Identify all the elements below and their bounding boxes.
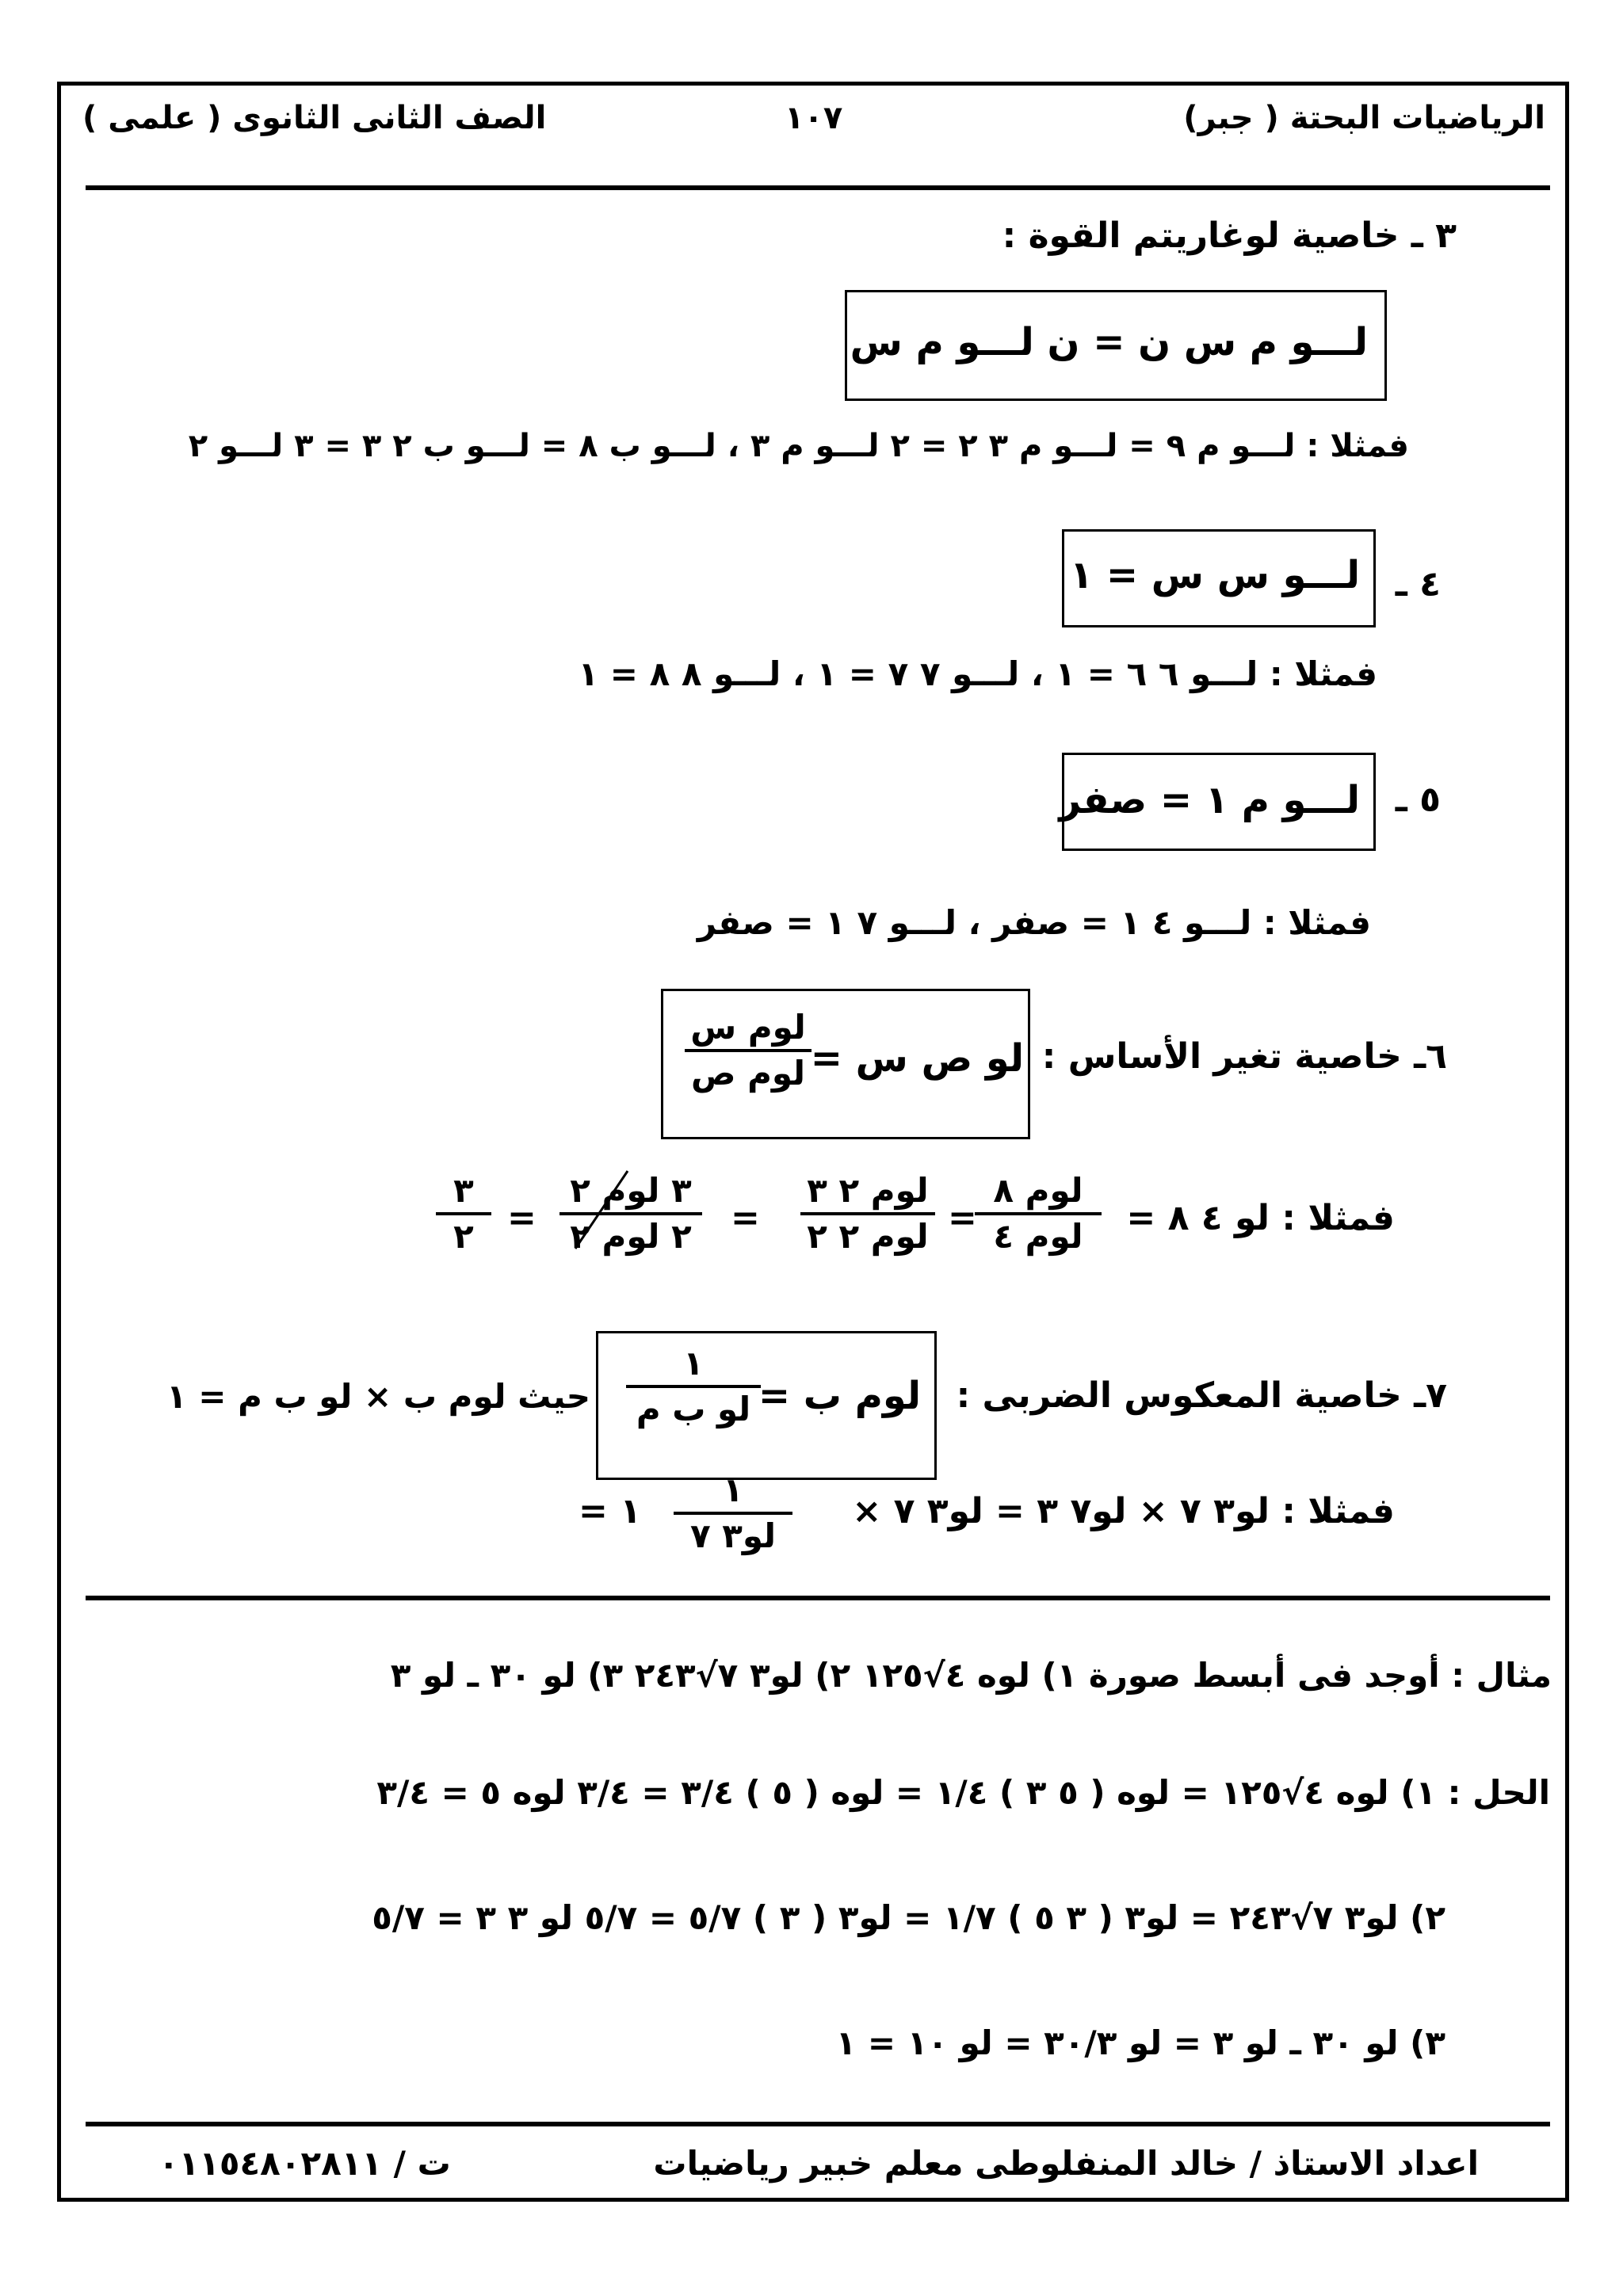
exercise-solution-3: ٣) لو ٣٠ ـ لو ٣ = لو ٣٠/٣ = لو ١٠ = ١ [835, 2023, 1445, 2062]
exercise-solution-2: ٢) لو٣ ٧√٢٤٣ = لو٣ ( ٣ ٥ ) ١/٧ = لو٣ ( ٣ ) ٥/٧ = ٥/٧ لو ٣ ٣ = ٥/٧ [372, 1898, 1445, 1937]
section4-rule: لـــو س س = ١ [1069, 553, 1360, 597]
section6-rule-num: لوم س [690, 1008, 806, 1047]
header-page-number: ١٠٧ [785, 100, 843, 136]
section6-frac2 [800, 1171, 935, 1256]
footer-rule [86, 2122, 1550, 2126]
equals-sign: = [948, 1198, 977, 1238]
section7-title: ٧ـ خاصية المعكوس الضربى : [956, 1375, 1447, 1416]
section6-frac4-num: ٣ [453, 1171, 474, 1210]
section3-title: ٣ ـ خاصية لوغاريتم القوة : [1002, 215, 1457, 256]
section6-title: ٦ـ خاصية تغير الأساس : [1041, 1036, 1447, 1077]
section6-frac3-num: ٣ لوم ٢ [570, 1171, 692, 1210]
section6-frac4-den: ٢ [436, 1212, 491, 1253]
section4-example: فمثلا : لـــو ٦ ٦ = ١ ، لـــو ٧ ٧ = ١ ، لـــو ٨ ٨ = ١ [578, 654, 1377, 693]
section6-frac1-num: لوم ٨ [993, 1171, 1083, 1210]
section6-example-label: فمثلا : لو ٤ ٨ = [1126, 1198, 1395, 1238]
section6-rule-lhs: لو ص س = [810, 1036, 1024, 1081]
section5-label: ٥ ـ [1395, 780, 1441, 820]
section7-example-left: فمثلا : لو٣ ٧ × لو٧ ٣ = لو٣ ٧ × [852, 1491, 1395, 1531]
section6-frac2-num: لوم ٢ ٣ [807, 1171, 929, 1210]
section6-frac2-den: لوم ٢ ٢ [800, 1212, 935, 1253]
section7-example-fraction [674, 1470, 792, 1555]
section6-rule-fraction [685, 1008, 812, 1093]
cancel-strike-icon [571, 1166, 634, 1253]
section7-rule-den: لو ب م [626, 1385, 761, 1426]
section3-example: فمثلا : لـــو م ٩ = لـــو م ٣ ٢ = ٢ لـــو م ٣ ، لـــو ب ٨ = لـــو ب ٢ ٣ = ٣ لـــو ٢ [188, 428, 1409, 464]
header-grade: الصف الثانى الثانوى ( علمى ) [82, 100, 547, 136]
section6-frac1 [975, 1171, 1102, 1256]
equals-sign: = [731, 1198, 760, 1238]
section7-rule-fraction [626, 1344, 761, 1428]
footer-author: اعداد الاستاذ / خالد المنفلوطى معلم خبير رياضيات [653, 2144, 1479, 2183]
section3-rule: لـــو م س ن = ن لـــو م س [850, 320, 1368, 364]
section4-label: ٤ ـ [1395, 564, 1441, 605]
section7-condition: حيث لوم ب × لو ب م = ١ [166, 1377, 591, 1416]
section6-rule-den: لوم ص [685, 1049, 812, 1090]
section6-frac3-den: ٢ لوم ٢ [559, 1212, 702, 1253]
section7-rule-lhs: لوم ب = [758, 1374, 921, 1418]
footer-phone: ت / ٠١١٥٤٨٠٢٨١١ [158, 2144, 451, 2183]
section7-example-result: = ١ [579, 1491, 642, 1531]
section5-rule: لـــو م ١ = صفر [1059, 778, 1360, 822]
section5-example: فمثلا : لـــو ٤ ١ = صفر ، لـــو ٧ ١ = صفر [697, 903, 1371, 942]
section-divider [86, 1596, 1550, 1600]
section6-frac1-den: لوم ٤ [975, 1212, 1102, 1253]
section7-example-num: ١ [723, 1470, 743, 1509]
header-subject: الرياضيات البحتة ( جبر) [1183, 100, 1545, 136]
exercise-solution-1: الحل : ١) لوه ٤√١٢٥ = لوه ( ٥ ٣ ) ١/٤ = لوه ( ٥ ) ٣/٤ = ٣/٤ لوه ٥ = ٣/٤ [376, 1773, 1550, 1812]
exercise-question: مثال : أوجد فى أبسط صورة ١) لوه ٤√١٢٥ ٢) لو٣ ٧√٢٤٣ ٣) لو ٣٠ ـ لو ٣ [390, 1656, 1552, 1695]
header-rule [86, 185, 1550, 190]
section7-rule-num: ١ [683, 1344, 704, 1383]
section7-example-den: لو٣ ٧ [674, 1512, 792, 1553]
equals-sign: = [507, 1198, 537, 1238]
section6-frac4 [436, 1171, 491, 1256]
